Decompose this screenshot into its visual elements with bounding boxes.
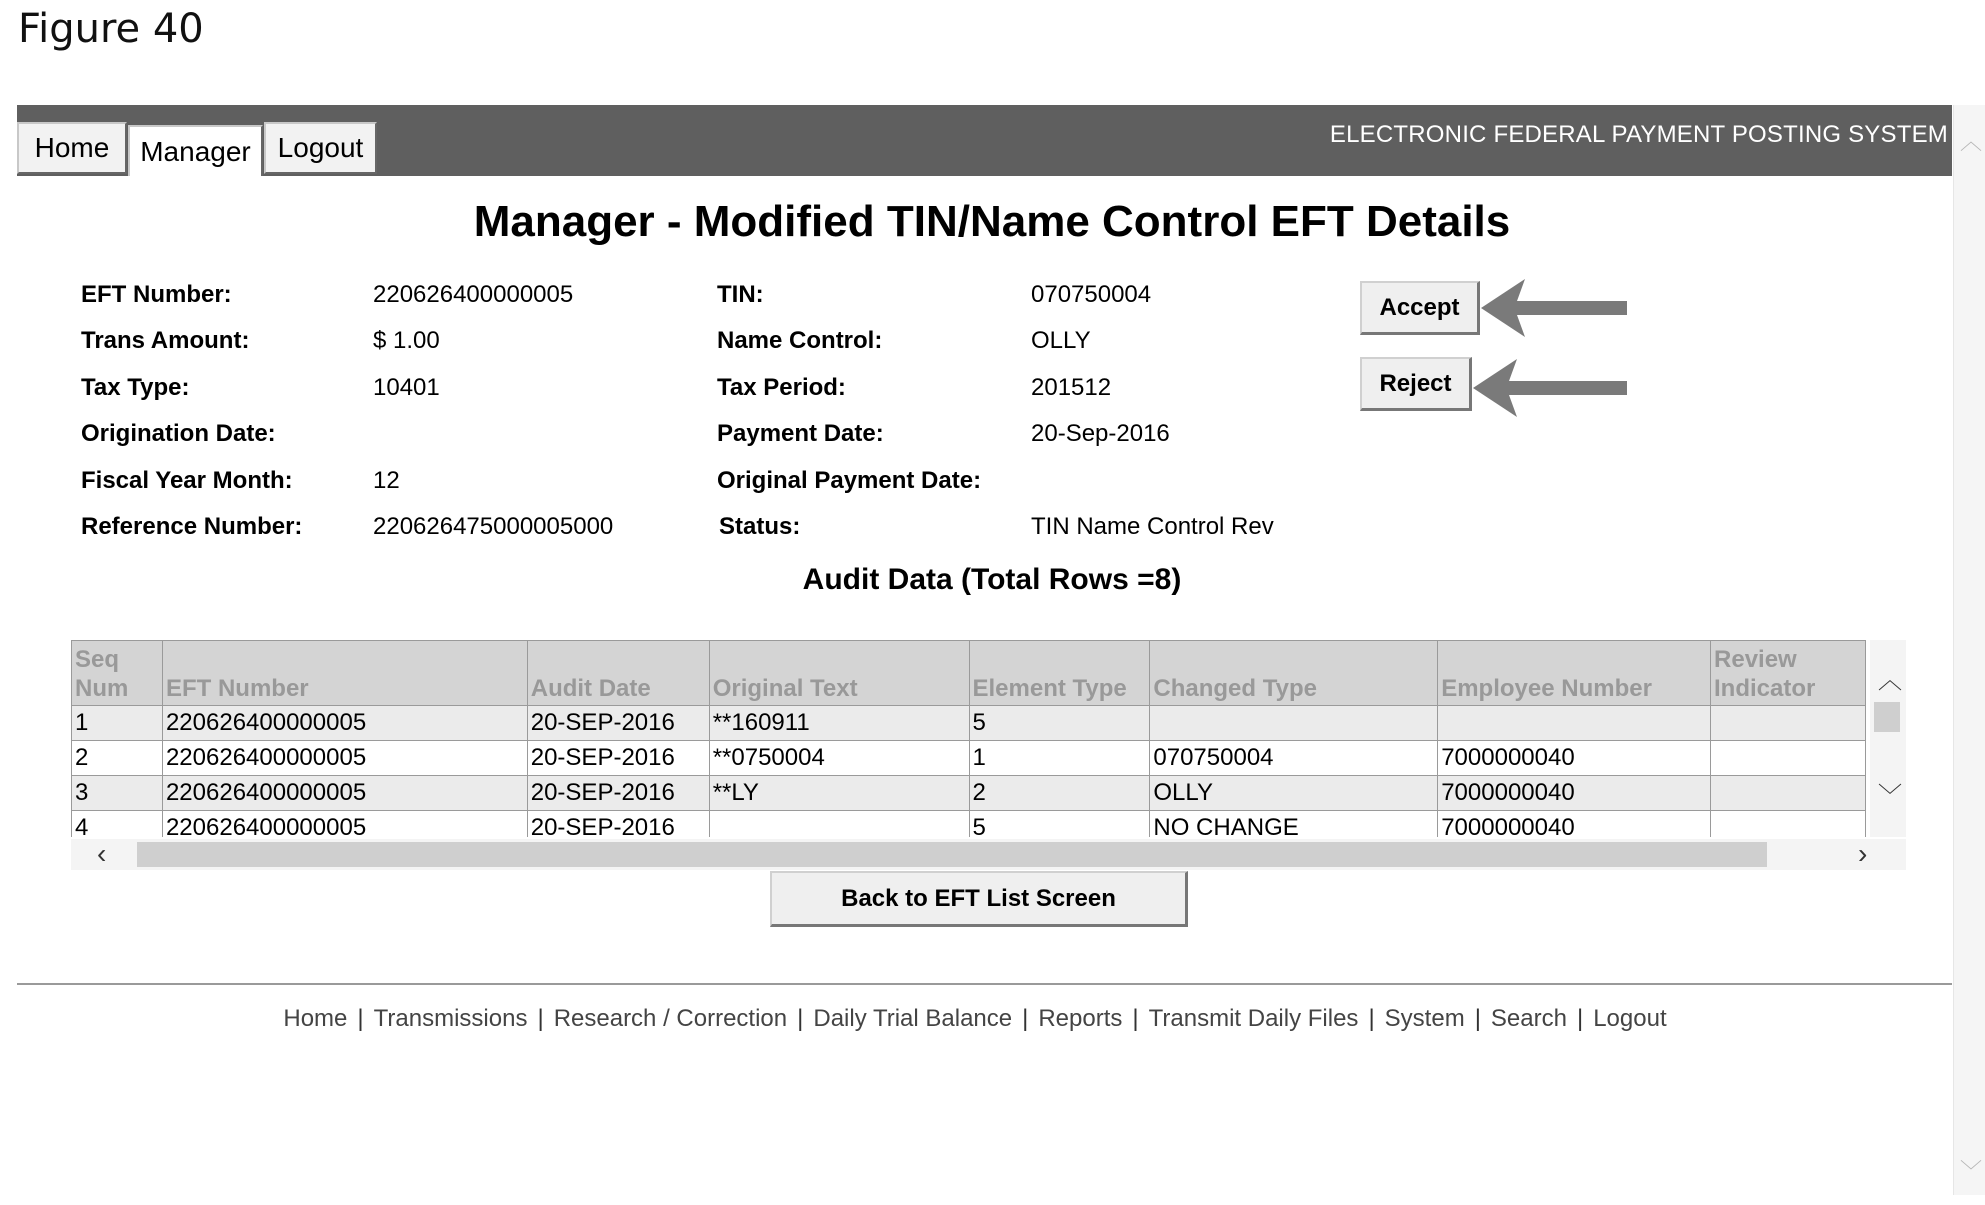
table-cell: 220626400000005 xyxy=(162,776,527,811)
detail-label: TIN: xyxy=(717,281,764,308)
page-title: Manager - Modified TIN/Name Control EFT Details xyxy=(473,197,1511,246)
footer-link-reports[interactable]: Reports xyxy=(1038,1005,1123,1032)
detail-value: 20-Sep-2016 xyxy=(1031,420,1170,447)
separator: | xyxy=(537,1005,544,1032)
footer-link-home[interactable]: Home xyxy=(283,1005,348,1032)
footer-link-daily-trial-balance[interactable]: Daily Trial Balance xyxy=(813,1005,1013,1032)
detail-value: 070750004 xyxy=(1031,281,1152,308)
scroll-down-icon[interactable]: ﹀ xyxy=(1960,1159,1983,1184)
table-cell xyxy=(1711,811,1866,838)
chevron-up-icon[interactable]: ︿ xyxy=(1878,667,1902,694)
separator: | xyxy=(1474,1005,1481,1032)
table-row[interactable] xyxy=(72,776,1866,811)
accept-button[interactable]: Accept xyxy=(1360,281,1480,335)
footer-link-transmit-daily-files[interactable]: Transmit Daily Files xyxy=(1148,1005,1359,1032)
table-cell xyxy=(1711,706,1866,741)
detail-label: Trans Amount: xyxy=(81,327,250,354)
detail-label: Tax Period: xyxy=(717,374,846,401)
chevron-left-icon[interactable]: ‹ xyxy=(97,838,107,869)
detail-label: EFT Number: xyxy=(81,281,232,308)
table-cell: 20-SEP-2016 xyxy=(527,741,709,776)
detail-value: 220626475000005000 xyxy=(373,513,614,540)
arrow-left-icon xyxy=(1477,273,1632,343)
table-cell xyxy=(1438,706,1711,741)
window-scrollbar[interactable] xyxy=(1953,105,1985,1195)
footer-link-transmissions[interactable]: Transmissions xyxy=(373,1005,528,1032)
footer-nav xyxy=(0,1005,1950,1033)
table-cell: 220626400000005 xyxy=(162,706,527,741)
separator: | xyxy=(1022,1005,1029,1032)
table-cell: **LY xyxy=(709,776,969,811)
detail-label: Fiscal Year Month: xyxy=(81,467,293,494)
footer-link-logout[interactable]: Logout xyxy=(1593,1005,1667,1032)
top-nav-bar xyxy=(17,105,1952,176)
detail-value: OLLY xyxy=(1031,327,1091,354)
audit-grid xyxy=(71,640,1906,870)
table-cell: 220626400000005 xyxy=(162,741,527,776)
column-header[interactable]: Audit Date xyxy=(527,641,709,706)
separator: | xyxy=(797,1005,804,1032)
table-cell: 5 xyxy=(969,706,1150,741)
table-cell xyxy=(1150,706,1438,741)
detail-label: Tax Type: xyxy=(81,374,190,401)
table-cell xyxy=(1711,776,1866,811)
audit-data-title: Audit Data (Total Rows =8) xyxy=(802,563,1182,596)
separator: | xyxy=(1576,1005,1584,1032)
chevron-down-icon[interactable]: ﹀ xyxy=(1878,783,1902,810)
separator: | xyxy=(357,1005,364,1032)
table-cell: OLLY xyxy=(1150,776,1438,811)
column-header[interactable]: Element Type xyxy=(969,641,1150,706)
arrow-left-icon xyxy=(1469,353,1632,423)
detail-label: Payment Date: xyxy=(717,420,884,447)
table-row[interactable] xyxy=(72,741,1866,776)
column-header[interactable]: Original Text xyxy=(709,641,969,706)
detail-value: 10401 xyxy=(373,374,440,401)
table-cell: 2 xyxy=(969,776,1150,811)
detail-value: 220626400000005 xyxy=(373,281,574,308)
table-cell: 2 xyxy=(72,741,163,776)
detail-value: 12 xyxy=(373,467,400,494)
column-header[interactable]: EFT Number xyxy=(162,641,527,706)
audit-grid-viewport xyxy=(71,640,1866,837)
audit-horizontal-scrollbar[interactable] xyxy=(71,839,1906,870)
detail-label: Status: xyxy=(719,513,801,540)
detail-label: Name Control: xyxy=(717,327,883,354)
detail-label: Origination Date: xyxy=(81,420,276,447)
nav-manager-button[interactable]: Manager xyxy=(128,125,263,176)
table-cell: 070750004 xyxy=(1150,741,1438,776)
column-header[interactable]: Employee Number xyxy=(1438,641,1711,706)
table-cell: NO CHANGE xyxy=(1150,811,1438,838)
detail-value: 201512 xyxy=(1031,374,1112,401)
table-cell: 20-SEP-2016 xyxy=(527,776,709,811)
column-header[interactable]: Seq Num xyxy=(72,641,163,706)
footer-link-search[interactable]: Search xyxy=(1490,1005,1567,1032)
table-row[interactable] xyxy=(72,811,1866,838)
footer-link-system[interactable]: System xyxy=(1384,1005,1465,1032)
table-cell: **0750004 xyxy=(709,741,969,776)
detail-value: TIN Name Control Rev xyxy=(1031,513,1274,540)
footer-link-research-correction[interactable]: Research / Correction xyxy=(553,1005,788,1032)
system-name: ELECTRONIC FEDERAL PAYMENT POSTING SYSTEM xyxy=(1329,121,1948,148)
nav-home-button[interactable]: Home xyxy=(17,122,127,174)
reject-button[interactable]: Reject xyxy=(1360,357,1472,411)
separator: | xyxy=(1132,1005,1139,1032)
detail-label: Reference Number: xyxy=(81,513,303,540)
audit-vertical-scrollbar[interactable] xyxy=(1870,640,1906,837)
audit-header-row xyxy=(72,641,1866,706)
separator: | xyxy=(1368,1005,1375,1032)
table-cell: 7000000040 xyxy=(1438,776,1711,811)
chevron-right-icon[interactable]: › xyxy=(1858,838,1868,869)
horizontal-scroll-thumb[interactable] xyxy=(137,842,1767,867)
table-cell: **160911 xyxy=(709,706,969,741)
vertical-scroll-thumb[interactable] xyxy=(1874,702,1900,732)
table-cell: 5 xyxy=(969,811,1150,838)
table-cell xyxy=(709,811,969,838)
detail-value: $ 1.00 xyxy=(373,327,440,354)
back-to-eft-list-button[interactable]: Back to EFT List Screen xyxy=(770,871,1188,927)
table-cell: 7000000040 xyxy=(1438,741,1711,776)
audit-table xyxy=(71,640,1866,837)
table-cell: 7000000040 xyxy=(1438,811,1711,838)
table-cell xyxy=(1711,741,1866,776)
table-cell: 220626400000005 xyxy=(162,811,527,838)
table-cell: 1 xyxy=(969,741,1150,776)
footer-divider xyxy=(17,983,1952,985)
table-cell: 4 xyxy=(72,811,163,838)
table-cell: 3 xyxy=(72,776,163,811)
scroll-up-icon[interactable]: ︿ xyxy=(1960,129,1983,154)
table-cell: 20-SEP-2016 xyxy=(527,706,709,741)
column-header[interactable]: Changed Type xyxy=(1150,641,1438,706)
table-cell: 1 xyxy=(72,706,163,741)
table-cell: 20-SEP-2016 xyxy=(527,811,709,838)
column-header[interactable]: Review Indicator xyxy=(1711,641,1866,706)
table-row[interactable] xyxy=(72,706,1866,741)
figure-caption: Figure 40 xyxy=(18,6,204,52)
detail-label: Original Payment Date: xyxy=(717,467,982,494)
nav-logout-button[interactable]: Logout xyxy=(264,122,377,174)
